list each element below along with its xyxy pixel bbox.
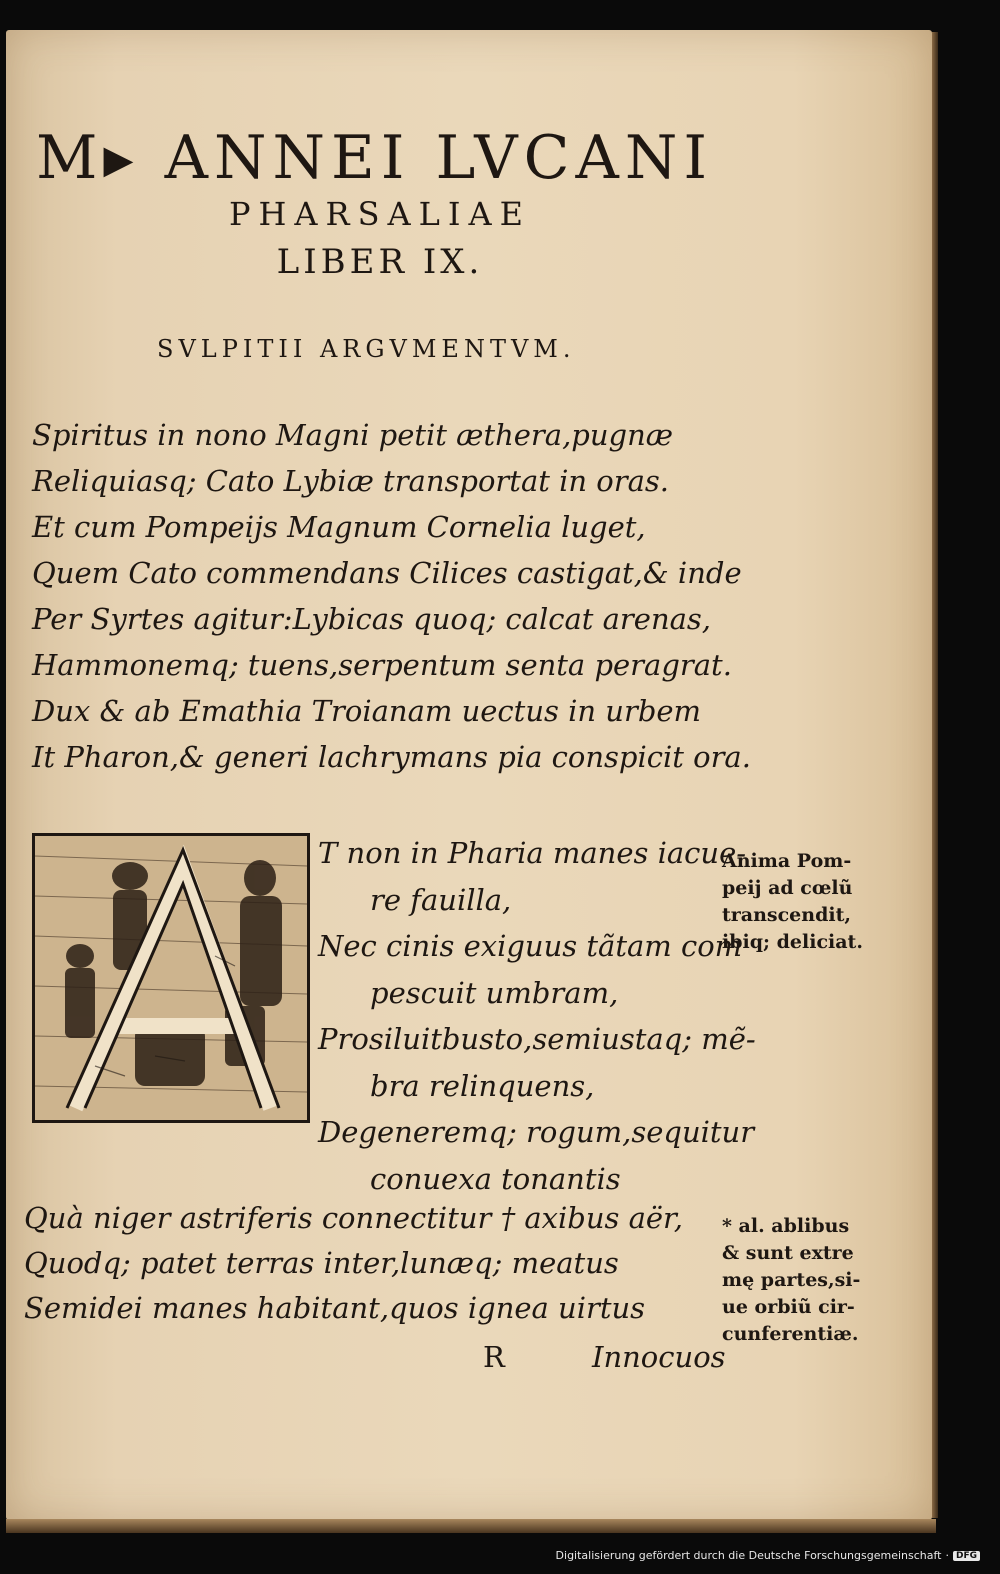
verse-line: Et cum Pompeijs Magnum Cornelia luget,: [32, 510, 646, 544]
credit-text: Digitalisierung gefördert durch die Deutsche Forschungsgemeinschaft: [555, 1549, 942, 1562]
text-line: Quodq; patet terras inter,lunæq; meatus: [24, 1246, 619, 1280]
woodcut-initial-letter-A-icon: [32, 833, 310, 1123]
catchword: Innocuos: [592, 1340, 726, 1374]
text-line: Nec cinis exiguus tãtam com: [318, 929, 743, 963]
verse-line: Hammonemq; tuens,serpentum senta peragrat.: [32, 648, 732, 682]
margin-note-line: transcendit,: [722, 904, 851, 926]
main-text-initial-block: [318, 830, 756, 1202]
page-subtitle: PHARSALIAE: [228, 195, 532, 233]
argument-verse: [32, 412, 751, 780]
text-line: pescuit umbram,: [370, 975, 619, 1010]
page-title: M▸ ANNEI LVCANI: [36, 123, 714, 193]
book-number: LIBER IX.: [276, 242, 484, 282]
digitization-credit: Digitalisierung gefördert durch die Deutsche Forschungsgemeinschaft · DFG: [556, 1549, 980, 1562]
main-text-lower-block: [24, 1196, 724, 1331]
signature-mark: R: [483, 1340, 505, 1374]
text-line: T non in Pharia manes iacue-: [318, 836, 747, 870]
verse-line: Reliquiasq; Cato Lybiæ transportat in oras.: [32, 464, 669, 498]
text-line: Semidei manes habitant,quos ignea uirtus: [24, 1291, 646, 1325]
verse-line: Spiritus in nono Magni petit æthera,pugnæ: [32, 418, 674, 452]
text-line: Degeneremq; rogum,sequitur: [318, 1115, 755, 1149]
verse-line: It Pharon,& generi lachrymans pia conspicit ora.: [32, 740, 751, 774]
dfg-logo: DFG: [953, 1551, 980, 1561]
page-edge: [932, 32, 938, 1518]
text-line: Prosiluitbusto,semiustaq; mẽ-: [318, 1022, 756, 1056]
verse-line: Quem Cato commendans Cilices castigat,& inde: [32, 556, 742, 590]
margin-note-line: * al. ablibus: [722, 1215, 850, 1237]
margin-note-line: & sunt extre: [722, 1242, 854, 1264]
text-line: bra relinquens,: [370, 1068, 595, 1103]
text-line: re fauilla,: [370, 882, 512, 917]
margin-note-line: peij ad cœlũ: [722, 877, 853, 899]
margin-note-line: cunferentiæ.: [722, 1323, 859, 1345]
margin-note-line: ue orbiũ cir-: [722, 1296, 855, 1318]
margin-note-line: mę partes,si-: [722, 1269, 861, 1291]
argument-heading: SVLPITII ARGVMENTVM.: [157, 335, 576, 363]
verse-line: Dux & ab Emathia Troianam uectus in urbem: [32, 694, 702, 728]
margin-note: [722, 1213, 892, 1348]
page-bottom-edge: [6, 1519, 936, 1533]
text-line: Quà niger astriferis connectitur † axibus aër,: [24, 1201, 683, 1235]
text-line: conuexa tonantis: [370, 1161, 621, 1196]
verse-line: Per Syrtes agitur:Lybicas quoq; calcat arenas,: [32, 602, 712, 636]
margin-note-line: Anima Pom-: [722, 850, 852, 872]
margin-note-line: ibiq; deliciat.: [722, 931, 863, 953]
margin-note: [722, 848, 892, 956]
